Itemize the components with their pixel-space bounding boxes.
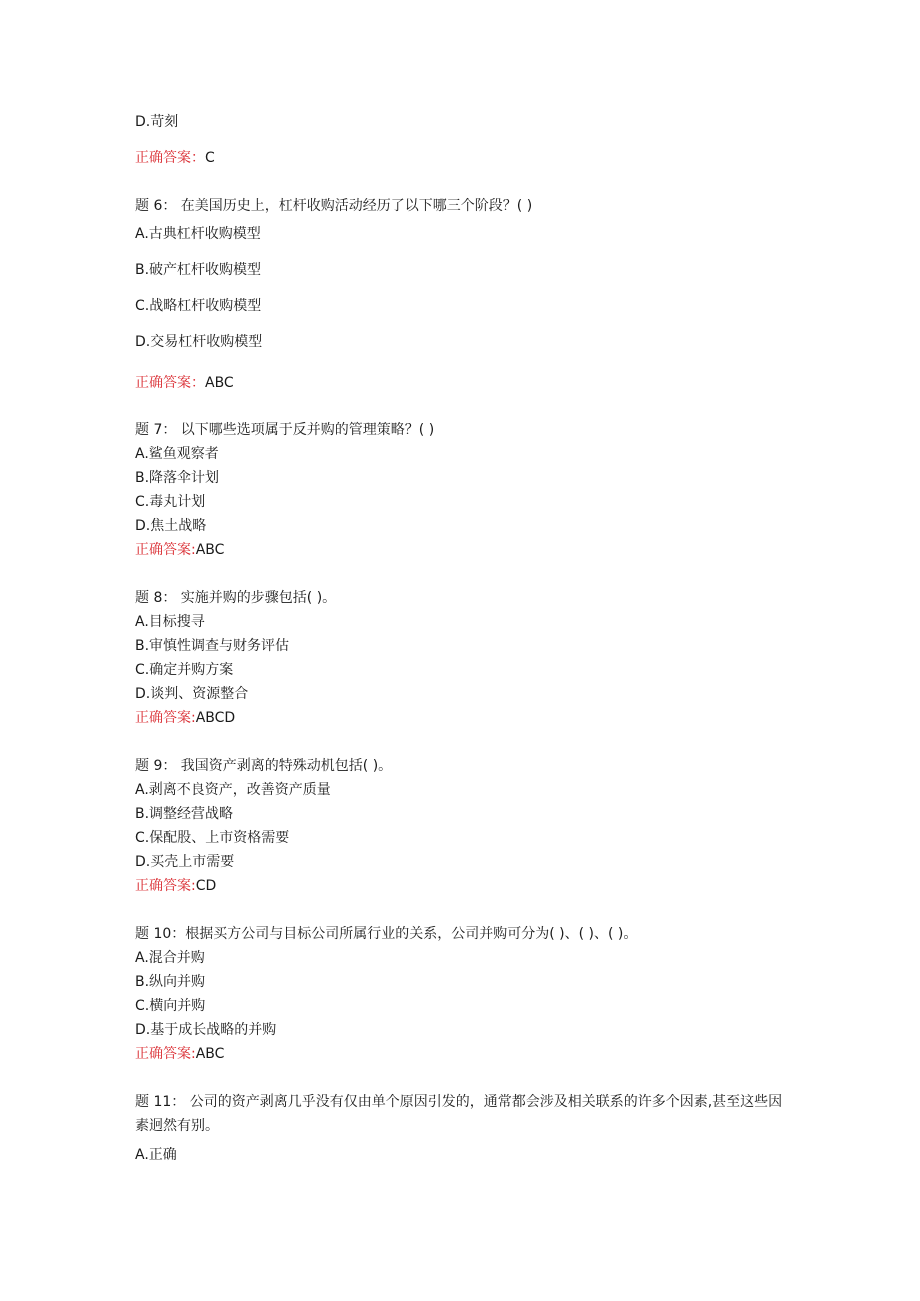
q7-option-d: D.焦土战略 bbox=[135, 518, 207, 534]
q7-question: 题 7： 以下哪些选项属于反并购的管理策略？( ) bbox=[135, 422, 435, 438]
q11-option-a: A.正确 bbox=[135, 1147, 177, 1163]
answer-value: C bbox=[205, 150, 215, 166]
q10-question: 题 10：根据买方公司与目标公司所属行业的关系，公司并购可分为( )、( )、( )。 bbox=[135, 926, 638, 942]
q6-question: 题 6： 在美国历史上，杠杆收购活动经历了以下哪三个阶段？( ) bbox=[135, 198, 533, 214]
q8-option-d: D.谈判、资源整合 bbox=[135, 686, 249, 702]
q10-option-a: A.混合并购 bbox=[135, 950, 205, 966]
q10-option-c: C.横向并购 bbox=[135, 998, 206, 1014]
q5-answer bbox=[135, 149, 215, 167]
q9-option-c: C.保配股、上市资格需要 bbox=[135, 830, 290, 846]
q5-option-d: D.苛刻 bbox=[135, 114, 179, 130]
answer-value: ABC bbox=[195, 1046, 225, 1062]
q8-question: 题 8： 实施并购的步骤包括( )。 bbox=[135, 590, 337, 606]
answer-value: ABC bbox=[205, 375, 234, 391]
answer-label: 正确答案: bbox=[135, 542, 196, 558]
answer-value: CD bbox=[195, 878, 217, 894]
q9-option-a: A.剥离不良资产，改善资产质量 bbox=[135, 782, 331, 798]
q7-answer bbox=[135, 541, 224, 559]
q6-option-b: B.破产杠杆收购模型 bbox=[135, 262, 262, 278]
q9-option-d: D.买壳上市需要 bbox=[135, 854, 235, 870]
answer-label: 正确答案: bbox=[135, 878, 196, 894]
answer-label: 正确答案： bbox=[135, 375, 205, 391]
q10-answer bbox=[135, 1045, 224, 1063]
q6-option-a: A.古典杠杆收购模型 bbox=[135, 226, 261, 242]
q7-option-b: B.降落伞计划 bbox=[135, 470, 220, 486]
q8-option-b: B.审慎性调查与财务评估 bbox=[135, 638, 290, 654]
q7-option-a: A.鲨鱼观察者 bbox=[135, 446, 219, 462]
answer-value: ABCD bbox=[195, 710, 236, 726]
q9-answer bbox=[135, 877, 216, 895]
q10-option-d: D.基于成长战略的并购 bbox=[135, 1022, 277, 1038]
answer-value: ABC bbox=[195, 542, 225, 558]
q6-option-d: D.交易杠杆收购模型 bbox=[135, 334, 263, 350]
q8-option-a: A.目标搜寻 bbox=[135, 614, 205, 630]
q8-answer bbox=[135, 709, 235, 727]
q6-answer bbox=[135, 374, 234, 392]
q8-option-c: C.确定并购方案 bbox=[135, 662, 234, 678]
answer-label: 正确答案： bbox=[135, 150, 205, 166]
q7-option-c: C.毒丸计划 bbox=[135, 494, 206, 510]
q10-option-b: B.纵向并购 bbox=[135, 974, 206, 990]
q9-option-b: B.调整经营战略 bbox=[135, 806, 234, 822]
q11-question: 题 11： 公司的资产剥离几乎没有仅由单个原因引发的，通常都会涉及相关联系的许多个因素,甚至这些因素迥然有别。 bbox=[135, 1094, 783, 1134]
answer-label: 正确答案: bbox=[135, 1046, 196, 1062]
answer-label: 正确答案: bbox=[135, 710, 196, 726]
q9-question: 题 9： 我国资产剥离的特殊动机包括( )。 bbox=[135, 758, 393, 774]
q6-option-c: C.战略杠杆收购模型 bbox=[135, 298, 262, 314]
